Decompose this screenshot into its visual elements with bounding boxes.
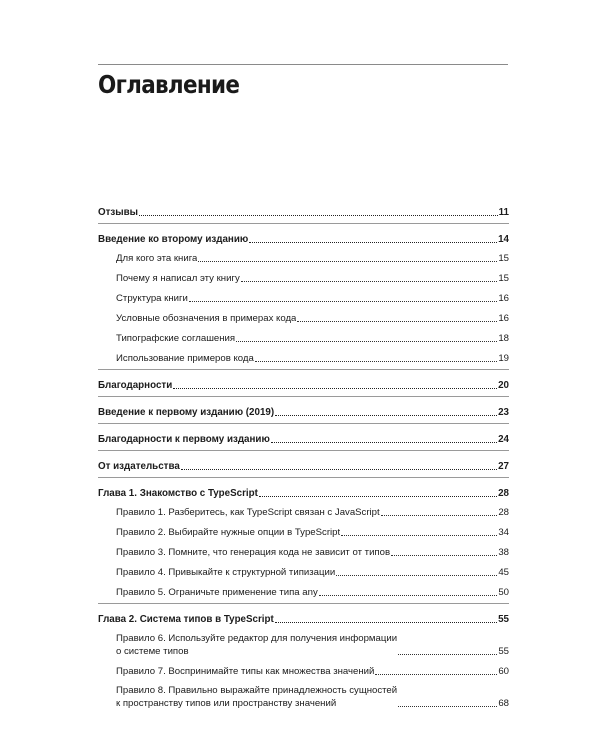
- dot-leader: [275, 415, 497, 416]
- toc-entry-intro-second-edition[interactable]: [98, 230, 509, 246]
- toc-entry-title: Правило 5. Ограничьте применение типа any: [116, 587, 318, 598]
- toc-entry-acknowledgements-first-edition[interactable]: [98, 430, 509, 446]
- toc-group: [98, 457, 509, 478]
- toc-subentry[interactable]: [98, 350, 509, 365]
- toc-entry-title: Использование примеров кода: [116, 353, 254, 364]
- toc-page-number: 24: [498, 434, 509, 445]
- toc-entry-title: Глава 2. Система типов в TypeScript: [98, 614, 274, 625]
- toc-page-number: 28: [498, 488, 509, 499]
- toc-page-number: 27: [498, 461, 509, 472]
- toc-entry-title: Структура книги: [116, 293, 188, 304]
- dot-leader: [341, 535, 497, 536]
- toc-entry-from-publisher[interactable]: [98, 457, 509, 473]
- toc-group: [98, 230, 509, 370]
- toc-page-number: 28: [498, 507, 509, 518]
- toc-page-number: 23: [498, 407, 509, 418]
- toc-entry-title: [116, 632, 397, 658]
- toc-entry-title: Глава 1. Знакомство с TypeScript: [98, 488, 258, 499]
- toc-entry-title: Введение ко второму изданию: [98, 234, 249, 245]
- toc-entry-title: Благодарности: [98, 380, 173, 391]
- toc-page-number: 16: [498, 293, 509, 304]
- toc-subentry[interactable]: [98, 524, 509, 539]
- toc-page-number: 55: [498, 614, 509, 625]
- toc-page-number: 18: [498, 333, 509, 344]
- toc-page-number: 50: [498, 587, 509, 598]
- toc-entry-chapter-1[interactable]: [98, 484, 509, 500]
- toc-subentry[interactable]: [98, 682, 509, 710]
- toc-subentry[interactable]: [98, 330, 509, 345]
- table-of-contents: [98, 203, 509, 714]
- toc-entry-title-line1: Правило 8. Правильно выражайте принадлежность сущностей: [116, 685, 398, 696]
- toc-entry-title: Правило 3. Помните, что генерация кода не зависит от типов: [116, 547, 391, 558]
- toc-entry-title: Почему я написал эту книгу: [116, 273, 240, 284]
- toc-entry-title: Благодарности к первому изданию: [98, 434, 270, 445]
- toc-page-number: 68: [498, 698, 509, 709]
- toc-entry-title: Правило 1. Разберитесь, как TypeScript связан с JavaScript: [116, 507, 380, 518]
- dot-leader: [181, 469, 497, 470]
- toc-group: [98, 484, 509, 604]
- toc-entry-title: От издательства: [98, 461, 180, 472]
- toc-subentry[interactable]: [98, 544, 509, 559]
- toc-entry-title: Условные обозначения в примерах кода: [116, 313, 297, 324]
- toc-subentry[interactable]: [98, 270, 509, 285]
- toc-entry-title: Правило 7. Воспринимайте типы как множества значений: [116, 666, 375, 677]
- dot-leader: [259, 496, 497, 497]
- toc-entry-acknowledgements[interactable]: [98, 376, 509, 392]
- toc-page-number: 60: [498, 666, 509, 677]
- toc-entry-title-line1: Правило 6. Используйте редактор для получения информации: [116, 633, 398, 644]
- toc-subentry[interactable]: [98, 663, 509, 678]
- dot-leader: [139, 215, 498, 216]
- dot-leader: [198, 261, 497, 262]
- toc-entry-title-line2: о системе типов: [116, 646, 189, 657]
- dot-leader: [255, 361, 497, 362]
- toc-entry-title-line2: к пространству типов или пространству значений: [116, 698, 337, 709]
- toc-subentry[interactable]: [98, 250, 509, 265]
- toc-entry-title: Отзывы: [98, 207, 139, 218]
- toc-page-number: 55: [498, 646, 509, 657]
- toc-subentry[interactable]: [98, 504, 509, 519]
- dot-leader: [398, 654, 497, 655]
- page-title: Оглавление: [98, 70, 240, 99]
- toc-page-number: 16: [498, 313, 509, 324]
- dot-leader: [398, 706, 497, 707]
- toc-entry-reviews[interactable]: [98, 203, 509, 219]
- dot-leader: [249, 242, 497, 243]
- toc-group: [98, 610, 509, 714]
- dot-leader: [241, 281, 498, 282]
- toc-group: [98, 403, 509, 424]
- toc-subentry[interactable]: [98, 290, 509, 305]
- toc-entry-title: Введение к первому изданию (2019): [98, 407, 275, 418]
- dot-leader: [375, 674, 497, 675]
- dot-leader: [236, 341, 497, 342]
- toc-page-number: 19: [498, 353, 509, 364]
- toc-entry-title: Правило 4. Привыкайте к структурной типизации: [116, 567, 336, 578]
- toc-entry-title: Типографские соглашения: [116, 333, 236, 344]
- toc-entry-title: Правило 2. Выбирайте нужные опции в TypeScript: [116, 527, 341, 538]
- toc-page-number: 11: [498, 207, 509, 218]
- top-rule: [98, 64, 508, 65]
- dot-leader: [189, 301, 497, 302]
- dot-leader: [336, 575, 497, 576]
- toc-page-number: 34: [498, 527, 509, 538]
- dot-leader: [319, 595, 498, 596]
- toc-entry-title: Для кого эта книга: [116, 253, 198, 264]
- toc-page-number: 38: [498, 547, 509, 558]
- dot-leader: [275, 622, 497, 623]
- toc-entry-chapter-2[interactable]: [98, 610, 509, 626]
- toc-group: [98, 376, 509, 397]
- dot-leader: [271, 442, 497, 443]
- toc-group: [98, 430, 509, 451]
- toc-page-number: 20: [498, 380, 509, 391]
- dot-leader: [173, 388, 497, 389]
- toc-page-number: 45: [498, 567, 509, 578]
- toc-subentry[interactable]: [98, 584, 509, 599]
- toc-entry-title: [116, 684, 397, 710]
- toc-subentry[interactable]: [98, 564, 509, 579]
- dot-leader: [297, 321, 497, 322]
- toc-group: [98, 203, 509, 224]
- toc-entry-intro-first-edition[interactable]: [98, 403, 509, 419]
- toc-page-number: 15: [498, 253, 509, 264]
- toc-page-number: 14: [498, 234, 509, 245]
- dot-leader: [381, 515, 498, 516]
- toc-subentry[interactable]: [98, 310, 509, 325]
- toc-page-number: 15: [498, 273, 509, 284]
- dot-leader: [391, 555, 497, 556]
- toc-subentry[interactable]: [98, 630, 509, 658]
